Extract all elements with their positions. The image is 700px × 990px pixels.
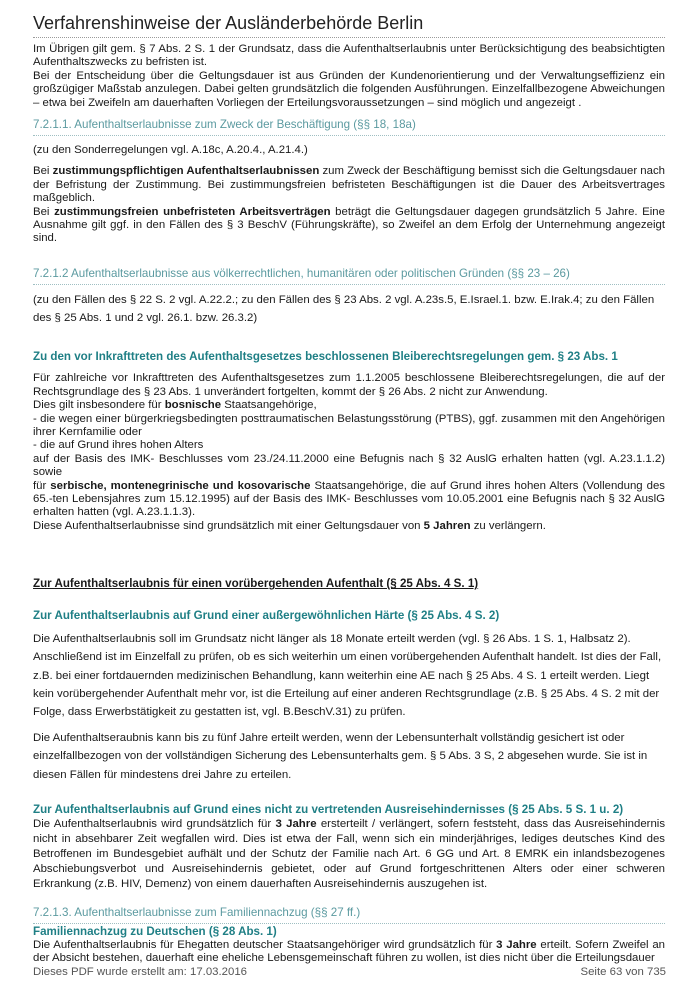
familiennachzug-paragraph-1: Die Aufenthaltserlaubnis für Ehegatten deutscher Staatsangehöriger wird grundsätzlich für 3 Jahre erteilt. Sofern Zweifel an der Absicht bestehen, dauerhaft eine eheliche Lebensgemeinschaft führen zu wollen, ist dies nicht über die Erteilungsdauer — [33, 938, 665, 965]
familiennachzug-heading: Familiennachzug zu Deutschen (§ 28 Abs. 1) — [33, 924, 277, 938]
bleiberecht-paragraph-2: Dies gilt insbesondere für bosnische Staatsangehörige, — [33, 399, 317, 412]
section-heading-7211: 7.2.1.1. Aufenthaltserlaubnisse zum Zweck der Beschäftigung (§§ 18, 18a) — [33, 118, 665, 136]
ausreise-paragraph-1: Die Aufenthaltserlaubnis wird grundsätzlich für 3 Jahre ersterteilt / verlängert, sofern feststeht, dass das Ausreisehindernis nicht in absehbarer Zeit wegfallen wird. Dies ist etwa der Fall, wenn sich ein minderjähriges, lediges deutsches Kind des Betroffenen im Bundesgebiet aufhält und der Schutz der Familie nach Art. 6 GG und Art. 8 EMRK ein inlandsbezogenes Abschiebungsverbot und Ausreisehindernis gebietet, oder auf Grund fortgeschrittenen Alters oder einer schweren Erkrankung (z.B. HIV, Demenz) von einem dauerhaften Ausreisehindernis auszugehen ist. — [33, 817, 666, 890]
intro-paragraph-2: Bei der Entscheidung über die Geltungsdauer ist aus Gründen der Kundenorientierung und der Verwaltungseffizienz ein großzügiger Maßstab anzulegen. Dabei gelten grundsätzlich die folgenden Ausführungen. Einzelfallbezogene Abweichungen – etwa bei Zweifeln am dauerhaften Vorliegen der Erteilungsvoraussetzungen – sind möglich und angezeigt . — [33, 69, 665, 109]
intro-paragraph-1: Im Übrigen gilt gem. § 7 Abs. 2 S. 1 der Grundsatz, dass die Aufenthaltserlaubnis unter Berücksichtigung des beabsichtigten Aufenthaltszwecks zu befristen ist. — [33, 43, 665, 69]
footer-created-date: Dieses PDF wurde erstellt am: 17.03.2016 — [33, 966, 247, 978]
bleiberecht-paragraph-7: Diese Aufenthaltserlaubnisse sind grundsätzlich mit einer Geltungsdauer von 5 Jahren zu verlängern. — [33, 519, 546, 532]
footer-page-number: Seite 63 von 735 — [580, 966, 666, 978]
bleiberecht-paragraph-1: Für zahlreiche vor Inkrafttreten des Aufenthaltsgesetzes zum 1.1.2005 beschlossene Bleiberechtsregelungen, die auf der Rechtsgrundlage des § 23 Abs. 1 unverändert fortgelten, kommt der § 26 Abs. 2 nicht zur Anwendung. — [33, 372, 665, 398]
section-7212-refs: (zu den Fällen des § 22 S. 2 vgl. A.22.2.; zu den Fällen des § 23 Abs. 2 vgl. A.23s.5, E.Israel.1. bzw. E.Irak.4; zu den Fällen des § 25 Abs. 1 und 2 vgl. 26.1. bzw. 26.3.2) — [33, 293, 655, 325]
header-divider — [33, 37, 665, 38]
ausreise-heading: Zur Aufenthaltserlaubnis auf Grund eines nicht zu vertretenden Ausreisehindernisses (§ 25 Abs. 5 S. 1 u. 2) — [33, 802, 624, 816]
document-body — [33, 43, 665, 966]
bleiberecht-list-item-2: - die auf Grund ihres hohen Alters — [33, 439, 204, 452]
page-title: Verfahrenshinweise der Ausländerbehörde Berlin — [33, 13, 424, 33]
section-7211-paragraph-2: Bei zustimmungsfreien unbefristeten Arbeitsverträgen beträgt die Geltungsdauer dagegen grundsätzlich 5 Jahre. Eine Ausnahme gilt ggf. in den Fällen des § 3 BeschV (Führungskräfte), so Zweifel an dem Erfolg der Unternehmung angezeigt sind. — [33, 205, 665, 245]
voruebergehend-heading: Zur Aufenthaltserlaubnis für einen vorübergehenden Aufenthalt (§ 25 Abs. 4 S. 1) — [33, 577, 479, 591]
bleiberecht-paragraph-6: für serbische, montenegrinische und kosovarische Staatsangehörige, die auf Grund ihres hohen Alters (Vollendung des 65.-ten Lebensjahres zum 15.12.1995) auf der Basis des IMK- Beschlusses vom 10.05.2001 eine Befugnis nach § 32 AuslG erhalten hatten (vgl. A.23.1.1.3). — [33, 479, 665, 519]
bleiberecht-heading: Zu den vor Inkrafttreten des Aufenthaltsgesetzes beschlossenen Bleiberechtsregelungen gem. § 23 Abs. 1 — [33, 350, 618, 364]
section-7211-paragraph-1: Bei zustimmungspflichtigen Aufenthaltserlaubnissen zum Zweck der Beschäftigung bemisst sich die Geltungsdauer nach der Befristung der Zustimmung. Bei zustimmungsfreien befristeten Beschäftigungen ist die Dauer des Arbeitsvertrages maßgeblich. — [33, 165, 665, 205]
haerte-paragraph-2: Die Aufenthaltseraubnis kann bis zu fünf Jahre erteilt werden, wenn der Lebensunterhalt vollständig gesichert ist oder einzelfallbezogen von der vollständigen Sicherung des Lebensunterhalts gem. § 5 Abs. 3 S, 2 abgesehen wurde. Sie ist in diesen Fällen für mindestens drei Jahre zu erteilen. — [33, 732, 648, 781]
section-heading-7212: 7.2.1.2 Aufenthaltserlaubnisse aus völkerrechtlichen, humanitären oder politischen Gründen (§§ 23 – 26) — [33, 267, 665, 285]
bleiberecht-list-item-1: - die wegen einer bürgerkriegsbedingten posttraumatischen Belastungsstörung (PTBS), ggf. zusammen mit den Angehörigen ihrer Kernfamilie oder — [33, 412, 665, 438]
bleiberecht-paragraph-5: auf der Basis des IMK- Beschlusses vom 23./24.11.2000 eine Befugnis nach § 32 AuslG erhalten hatten (vgl. A.23.1.1.2) sowie — [33, 452, 665, 479]
section-7211-refs: (zu den Sonderregelungen vgl. A.18c, A.20.4., A.21.4.) — [33, 144, 308, 157]
haerte-heading: Zur Aufenthaltserlaubnis auf Grund einer außergewöhnlichen Härte (§ 25 Abs. 4 S. 2) — [33, 609, 500, 623]
section-heading-7213: 7.2.1.3. Aufenthaltserlaubnisse zum Familiennachzug (§§ 27 ff.) — [33, 906, 665, 924]
haerte-paragraph-1: Die Aufenthaltserlaubnis soll im Grundsatz nicht länger als 18 Monate erteilt werden (vgl. § 26 Abs. 1 S. 1, Halbsatz 2). Anschließend ist im Einzelfall zu prüfen, ob es sich weiterhin um einen vorübergehenden Aufenthalt handelt. Ist dies der Fall, z.B. bei einer fortdauernden medizinischen Behandlung, kann weiterhin eine AE nach § 25 Abs. 4 S. 1 erteilt werden. Liegt kein vorübergehender Aufenthalt mehr vor, ist die Erteilung auf einer anderen Rechtsgrundlage (z.B. § 25 Abs. 4 S. 2 mit der Folge, dass Erwerbstätigkeit zu gestatten ist, vgl. B.BeschV.31) zu prüfen. — [33, 633, 662, 718]
